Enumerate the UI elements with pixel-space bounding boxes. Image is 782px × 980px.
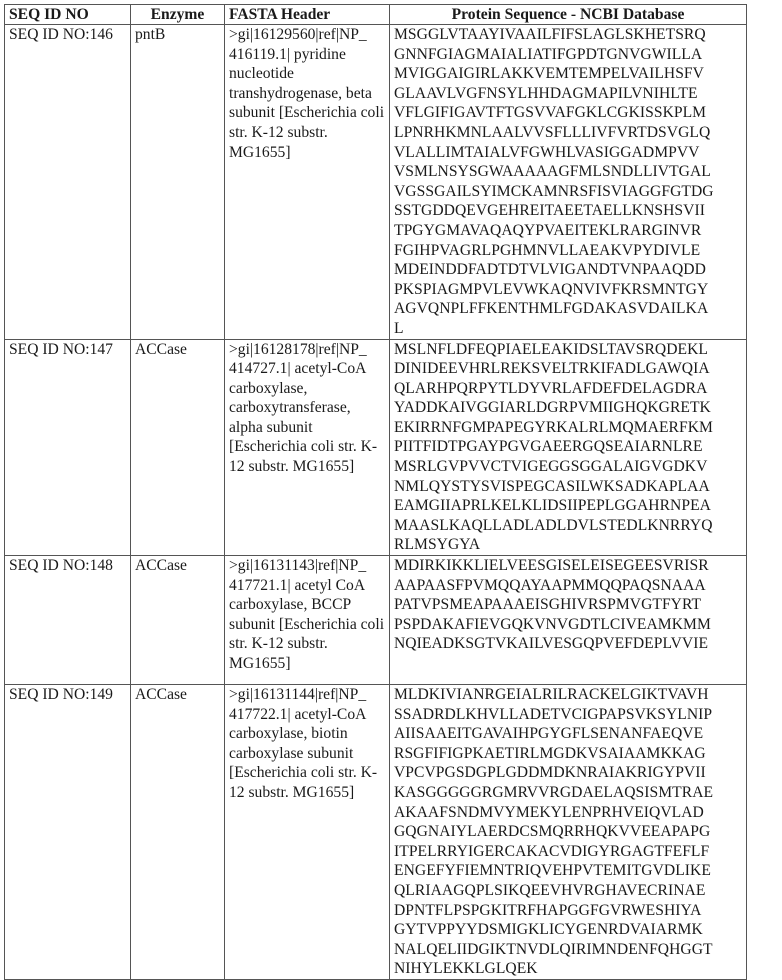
seq-id-cell: SEQ ID NO:147	[5, 339, 131, 556]
sequence-line: AIISAAEITGAVAIHPGYGFLSENANFAEQVE	[394, 725, 704, 743]
sequence-line: NMLQYSTYSVISPEGCASILWKSADKAPLAA	[394, 477, 710, 495]
sequence-line: PKSPIAGMPVLEVWKAQNVIVFKRSMNTGY	[394, 280, 709, 298]
sequence-line: AAPAASFPVMQQAYAAPMMQQPAQSNAAA	[394, 576, 706, 594]
fasta-header-cell: >gi|16131143|ref|NP_ 417721.1| acetyl CoA carboxylase, BCCP subunit [Escherichia coli str. K-12 substr. MG1655]	[225, 556, 390, 685]
sequence-line: AKAAFSNDMVYMEKYLENPRHVEIQVLAD	[394, 803, 704, 821]
enzyme-cell: ACCase	[131, 556, 225, 685]
sequence-line: L	[394, 319, 404, 337]
seq-id-cell: SEQ ID NO:146	[5, 25, 131, 340]
enzyme-cell: ACCase	[131, 339, 225, 556]
sequence-line: VPCVPGSDGPLGDDMDKNRAIAKRIGYPVII	[394, 764, 706, 782]
sequence-line: FGIHPVAGRLPGHMNVLLAEAKVPYDIVLE	[394, 241, 701, 259]
sequence-line: MSRLGVPVVCTVIGEGGSGGALAIGVGDKV	[394, 458, 708, 476]
sequence-line: PSPDAKAFIEVGQKVNVGDTLCIVEAMKMM	[394, 615, 711, 633]
protein-sequence-cell	[390, 25, 747, 340]
sequence-line: VFLGIFIGAVTFTGSVVAFGKLCGKISSKPLM	[394, 104, 707, 122]
sequence-line: MDEINDDFADTDTVLVIGANDTVNPAAQDD	[394, 261, 706, 279]
sequence-line: NALQELIIDGIKTNVDLQIRIMNDENFQHGGT	[394, 940, 713, 958]
header-protein-sequence: Protein Sequence - NCBI Database	[390, 5, 747, 25]
table-header-row	[5, 5, 747, 25]
sequence-line: PATVPSMEAPAAAEISGHIVRSPMVGTFYRT	[394, 596, 702, 614]
sequence-line: DPNTFLPSPGKITRFHAPGGFGVRWESHIYA	[394, 901, 702, 919]
enzyme-cell: ACCase	[131, 685, 225, 980]
fasta-header-cell: >gi|16129560|ref|NP_ 416119.1| pyridine nucleotide transhydrogenase, beta subunit [Escherichia coli str. K-12 substr. MG1655]	[225, 25, 390, 340]
fasta-header-cell: >gi|16131144|ref|NP_ 417722.1| acetyl-CoA carboxylase, biotin carboxylase subunit [Escherichia coli str. K-12 substr. MG1655]	[225, 685, 390, 980]
sequence-line: EAMGIIAPRLKELKLIDSIIPEPLGGAHRNPEA	[394, 497, 711, 515]
protein-sequence-cell	[390, 556, 747, 685]
sequence-line: GQGNAIYLAERDCSMQRRHQKVVEEAPAPG	[394, 823, 711, 841]
sequence-line: YADDKAIVGGIARLDGRPVMIIGHQKGRETK	[394, 399, 711, 417]
sequence-line: NIHYLEKKLGLQEK	[394, 960, 538, 978]
table-row	[5, 685, 747, 980]
sequence-line: VSMLNSYSGWAAAAAGFMLSNDLLIVTGAL	[394, 163, 711, 181]
enzyme-cell: pntB	[131, 25, 225, 340]
table-body	[5, 25, 747, 980]
sequence-line: RLMSYGYA	[394, 536, 481, 554]
sequence-line: MAASLKAQLLADLADLDVLSTEDLKNRRYQ	[394, 516, 713, 534]
header-enzyme: Enzyme	[131, 5, 225, 25]
protein-sequence-cell	[390, 339, 747, 556]
sequence-line: PIITFIDTPGAYPGVGAEERGQSEAIARNLRE	[394, 438, 703, 456]
sequence-line: VLALLIMTAIALVFGWHLVASIGGADMPVV	[394, 143, 700, 161]
sequence-line: SSTGDDQEVGEHREITAEETAELLKNSHSVII	[394, 202, 705, 220]
protein-sequence-cell	[390, 685, 747, 980]
header-seq-id: SEQ ID NO	[5, 5, 131, 25]
sequence-line: RSGFIFIGPKAETIRLMGDKVSAIAAMKKAG	[394, 744, 706, 762]
seq-id-cell: SEQ ID NO:149	[5, 685, 131, 980]
sequence-line: SSADRDLKHVLLADETVCIGPAPSVKSYLNIP	[394, 705, 713, 723]
table-row	[5, 339, 747, 556]
sequence-line: GNNFGIAGMAIALIATIFGPDTGNVGWILLA	[394, 45, 703, 63]
header-fasta: FASTA Header	[225, 5, 390, 25]
protein-sequence-table	[4, 4, 747, 980]
sequence-line: GYTVPPYYDSMIGKLICYGENRDVAIARMK	[394, 921, 703, 939]
sequence-line: EKIRRNFGMPAPEGYRKALRLMQMAERFKM	[394, 418, 713, 436]
seq-id-cell: SEQ ID NO:148	[5, 556, 131, 685]
sequence-line: MLDKIVIANRGEIALRILRACKELGIKTVAVH	[394, 686, 709, 704]
sequence-line: NQIEADKSGTVKAILVESGQPVEFDEPLVVIE	[394, 635, 709, 653]
sequence-line: MDIRKIKKLIELVEESGISELEISEGEESVRISR	[394, 557, 709, 575]
sequence-line: TPGYGMAVAQAQYPVAEITEKLRARGINVR	[394, 221, 702, 239]
sequence-line: QLARHPQRPYTLDYVRLAFDEFDELAGDRA	[394, 379, 708, 397]
table-row	[5, 556, 747, 685]
table-row	[5, 25, 747, 340]
sequence-line: MVIGGAIGIRLAKKVEMTEMPELVAILHSFV	[394, 65, 704, 83]
sequence-line: MSGGLVTAAYIVAAILFIFSLAGLSKHETSRQ	[394, 26, 706, 43]
sequence-line: DINIDEEVHRLREKSVELTRKIFADLGAWQIA	[394, 360, 710, 378]
fasta-header-cell: >gi|16128178|ref|NP_ 414727.1| acetyl-CoA carboxylase, carboxytransferase, alpha subunit [Escherichia coli str. K-12 substr. MG1655]	[225, 339, 390, 556]
sequence-line: GLAAVLVGFNSYLHHDAGMAPILVNIHLTE	[394, 84, 698, 102]
sequence-line: KASGGGGGRGMRVVRGDAELAQSISMTRAE	[394, 784, 714, 801]
sequence-line: ENGEFYFIEMNTRIQVEHPVTEMITGVDLIKE	[394, 862, 711, 880]
sequence-line: AGVQNPLFFKENTHMLFGDAKASVDAILKA	[394, 300, 709, 318]
sequence-line: LPNRHKMNLAALVVSFLLLIVFVRTDSVGLQ	[394, 123, 711, 141]
sequence-line: MSLNFLDFEQPIAELEAKIDSLTAVSRQDEKL	[394, 340, 708, 358]
sequence-line: QLRIAAGQPLSIKQEEVHVRGHAVECRINAE	[394, 881, 706, 899]
sequence-line: VGSSGAILSYIMCKAMNRSFISVIAGGFGTDG	[394, 182, 714, 200]
sequence-line: ITPELRRYIGERCAKACVDIGYRGAGTFEFLF	[394, 842, 710, 860]
